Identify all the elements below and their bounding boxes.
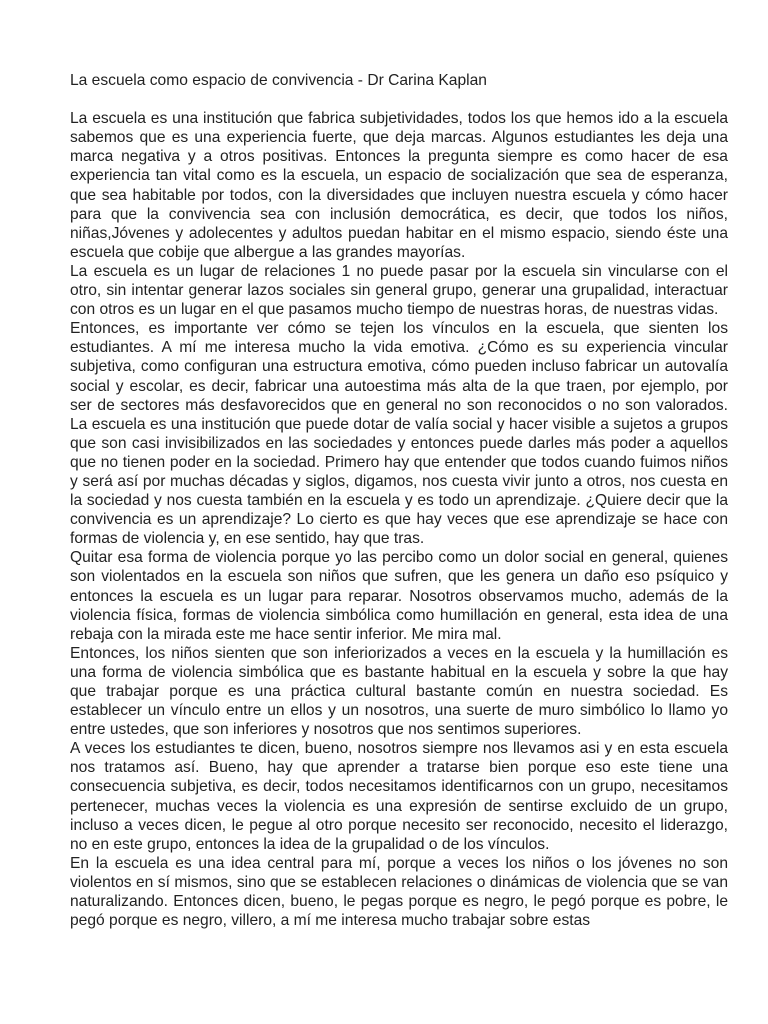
paragraph-5: Entonces, los niños sienten que son inferiorizados a veces en la escuela y la humillación es una forma de violencia simbólica que es bastante habitual en la escuela y sobre la que hay que trabajar porque es una práctica cultural bastante común en nuestra sociedad. Es establecer un vínculo entre un ellos y un nosotros, una suerte de muro simbólico lo llamo yo entre ustedes, que son inferiores y nosotros que nos sentimos superiores. xyxy=(70,644,728,739)
document-title: La escuela como espacio de convivencia - Dr Carina Kaplan xyxy=(70,72,487,89)
document-body xyxy=(70,71,728,930)
paragraph-4: Quitar esa forma de violencia porque yo las percibo como un dolor social en general, quienes son violentados en la escuela son niños que sufren, que les genera un daño eso psíquico y entonces la escuela es un lugar para reparar. Nosotros observamos mucho, además de la violencia física, formas de violencia simbólica como humillación en general, esta idea de una rebaja con la mirada este me hace sentir inferior. Me mira mal. xyxy=(70,549,728,643)
paragraph-1: La escuela es una institución que fabrica subjetividades, todos los que hemos ido a la escuela sabemos que es una experiencia fuerte, que deja marcas. Algunos estudiantes les deja una marca negativa y a otros positivas. Entonces la pregunta siempre es como hacer de esa experiencia tan vital como es la escuela, un espacio de socialización que sea de esperanza, que sea habitable por todos, con la diversidades que incluyen nuestra escuela y cómo hacer para que la convivencia sea con inclusión democrática, es decir, que todos los niños, niñas,Jóvenes y adolecentes y adultos puedan habitar en el mismo espacio, siendo éste una escuela que cobije que albergue a las grandes mayorías. xyxy=(70,110,728,261)
paragraph-7: En la escuela es una idea central para mí, porque a veces los niños o los jóvenes no son violentos en sí mismos, sino que se establecen relaciones o dinámicas de violencia que se van naturalizando. Entonces dicen, bueno, le pegas porque es negro, le pegó porque es pobre, le pegó porque es negro, villero, a mí me interesa mucho trabajar sobre estas xyxy=(70,854,728,930)
paragraph-6: A veces los estudiantes te dicen, bueno, nosotros siempre nos llevamos asi y en esta escuela nos tratamos así. Bueno, hay que aprender a tratarse bien porque eso este tiene una consecuencia subjetiva, es decir, todos necesitamos identificarnos con un grupo, necesitamos pertenecer, muchas veces la violencia es una expresión de sentirse excluido de un grupo, incluso a veces dicen, le pegue al otro porque necesito ser reconocido, necesito el liderazgo, no en este grupo, entonces la idea de la grupalidad o de los vínculos. xyxy=(70,740,728,853)
paragraph-3: Entonces, es importante ver cómo se tejen los vínculos en la escuela, que sienten los estudiantes. A mí me interesa mucho la vida emotiva. ¿Cómo es su experiencia vincular subjetiva, como configuran una estructura emotiva, cómo pueden incluso fabricar un autovalía social y escolar, es decir, fabricar una autoestima más alta de la que traen, por ejemplo, por ser de sectores más desfavorecidos que en general no son reconocidos o no son valorados. La escuela es una institución que puede dotar de valía social y hacer visible a sujetos a grupos que son casi invisibilizados en las sociedades y entonces puede darles más poder a aquellos que no tienen poder en la sociedad. Primero hay que entender que todos cuando fuimos niños y será así por muchas décadas y siglos, digamos, nos cuesta vivir junto a otros, nos cuesta en la sociedad y nos cuesta también en la escuela y es todo un aprendizaje. ¿Quiere decir que la convivencia es un aprendizaje? Lo cierto es que hay veces que ese aprendizaje se hace con formas de violencia y, en ese sentido, hay que tras. xyxy=(70,320,728,548)
paragraph-2: La escuela es un lugar de relaciones 1 no puede pasar por la escuela sin vincularse con el otro, sin intentar generar lazos sociales sin general grupo, generar una grupalidad, interactuar con otros es un lugar en el que pasamos mucho tiempo de nuestras horas, de nuestras vidas. xyxy=(70,262,728,319)
